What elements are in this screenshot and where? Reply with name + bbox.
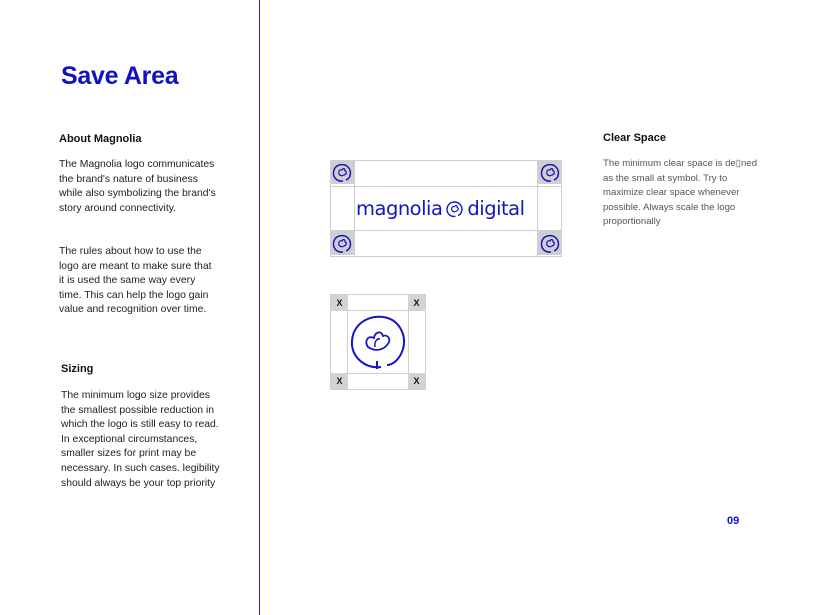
- magnolia-flower-icon: [538, 231, 562, 255]
- page-title: Save Area: [61, 62, 179, 90]
- magnolia-flower-icon: [538, 160, 562, 184]
- x-marker-top-left: X: [331, 295, 348, 311]
- x-marker-bottom-right: X: [408, 373, 425, 389]
- clear-space-figure-wordmark: [330, 160, 562, 257]
- wordmark-right: digital: [467, 197, 525, 220]
- about-paragraph-1: The Magnolia logo communicates the brand's nature of business while also symbolizing the brand's story around connectivity.: [59, 159, 216, 214]
- clear-space-heading: Clear Space: [603, 132, 666, 144]
- sizing-heading: Sizing: [61, 363, 94, 375]
- clear-space-paragraph: The minimum clear space is de▯ned as the small at symbol. Try to maximize clear space whenever possible. Always scale the logo proportionally: [603, 158, 758, 228]
- magnolia-flower-icon: [444, 198, 465, 219]
- corner-top-left: [330, 160, 354, 184]
- guide-line: [425, 294, 426, 390]
- clear-space-figure-symbol: [330, 294, 426, 390]
- x-marker-top-right: X: [408, 295, 425, 311]
- about-heading: About Magnolia: [59, 133, 142, 145]
- guide-line: [330, 389, 426, 390]
- page-divider: [259, 0, 260, 615]
- page-number: 09: [727, 515, 740, 527]
- corner-bottom-left: [330, 231, 354, 255]
- x-marker-bottom-left: X: [331, 373, 348, 389]
- corner-bottom-right: [538, 231, 562, 255]
- wordmark-left: magnolia: [356, 197, 443, 220]
- magnolia-digital-wordmark: [356, 196, 536, 222]
- magnolia-flower-icon: [330, 231, 354, 255]
- magnolia-flower-icon: [347, 311, 409, 373]
- corner-top-right: [538, 160, 562, 184]
- magnolia-flower-icon: [330, 160, 354, 184]
- about-paragraph-2: The rules about how to use the logo are meant to make sure that it is used the same way every time. This can help the logo gain value and recognition over time.: [59, 246, 212, 316]
- sizing-paragraph: The minimum logo size provides the smallest possible reduction in which the logo is still easy to read. In exceptional circumstances, smaller sizes for print may be necessary. In such cases. legibility should always be your top priority: [61, 390, 220, 489]
